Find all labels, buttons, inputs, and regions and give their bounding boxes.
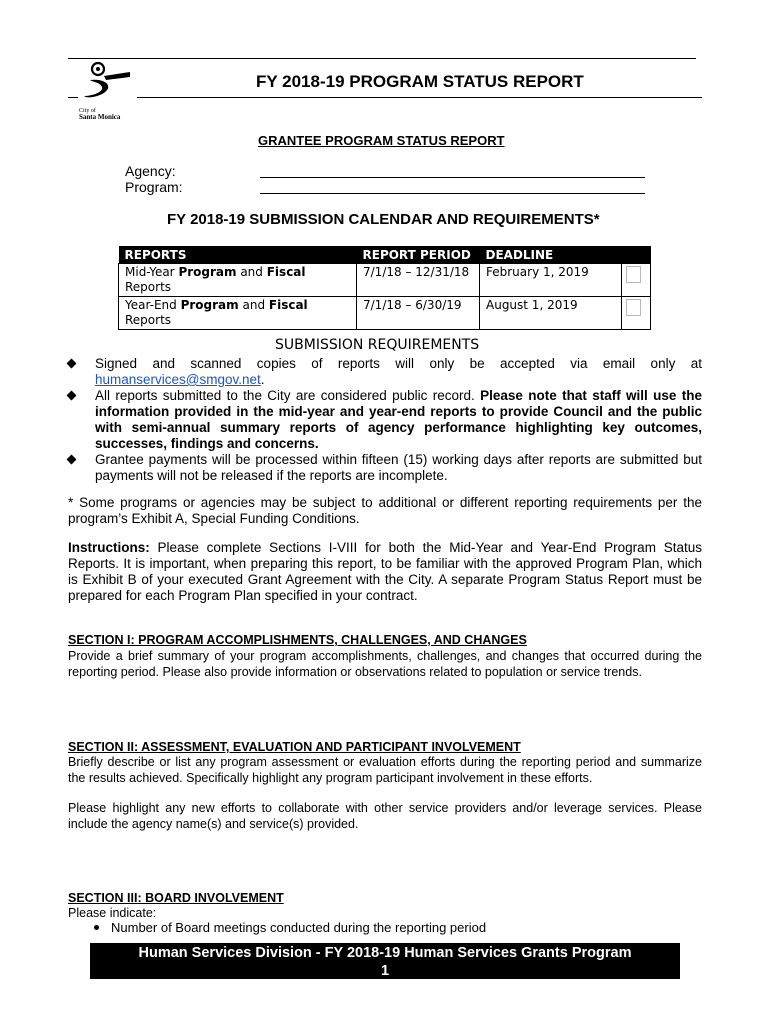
report-text: Mid-Year	[125, 265, 179, 279]
email-link[interactable]: humanservices@smgov.net	[95, 372, 261, 387]
requirements-title: SUBMISSION REQUIREMENTS	[275, 337, 480, 353]
year-end-checkbox[interactable]	[626, 299, 641, 316]
table-row	[119, 297, 651, 330]
table-row	[119, 264, 651, 297]
footer-title: Human Services Division - FY 2018-19 Human Services Grants Program	[138, 945, 632, 961]
col-reports: REPORTS	[119, 246, 357, 264]
table-header-row	[119, 246, 651, 264]
diamond-bullet-icon	[67, 359, 77, 369]
section-3-intro: Please indicate:	[68, 906, 157, 920]
section-2-heading: SECTION II: ASSESSMENT, EVALUATION AND PARTICIPANT INVOLVEMENT	[68, 740, 521, 754]
agency-label: Agency:	[125, 163, 176, 179]
report-text: Year-End	[125, 298, 181, 312]
check-cell	[622, 297, 651, 330]
bullet-text: Grantee payments will be processed within fifteen (15) working days after reports are submitted but payments will not be released if the reports are incomplete.	[95, 452, 702, 483]
list-item	[68, 388, 702, 452]
section-3-heading: SECTION III: BOARD INVOLVEMENT	[68, 891, 284, 905]
agency-field[interactable]	[260, 177, 645, 178]
report-bold: Fiscal	[266, 265, 306, 279]
bullet-bold-text: Please note that staff will use the information provided in the mid-year and year-end reports to provide Council and the public with semi-annual summary reports of agency performance highlighting key outcomes, successes, findings and concerns.	[95, 388, 702, 451]
diamond-bullet-icon	[67, 455, 77, 465]
report-bold: Program	[180, 298, 239, 312]
report-period-cell: 7/1/18 – 12/31/18	[357, 264, 480, 297]
program-label: Program:	[125, 179, 183, 195]
logo-text	[79, 108, 120, 121]
col-report-period: REPORT PERIOD	[357, 246, 480, 264]
check-cell	[622, 264, 651, 297]
col-deadline: DEADLINE	[480, 246, 622, 264]
report-text: Reports	[125, 280, 172, 294]
instructions-label: Instructions:	[68, 540, 150, 555]
submission-calendar-table	[118, 246, 651, 330]
instructions	[68, 540, 702, 604]
header-bottom-rule	[137, 97, 702, 98]
footnote: * Some programs or agencies may be subject to additional or different reporting requirements per the program’s Exhibit A, Special Funding Conditions.	[68, 495, 702, 526]
section-3-item	[94, 920, 486, 935]
bullet-text: All reports submitted to the City are considered public record.	[95, 388, 481, 403]
report-text: Reports	[125, 313, 172, 327]
deadline-cell: February 1, 2019	[480, 264, 622, 297]
deadline-cell: August 1, 2019	[480, 297, 622, 330]
section-2-text: Briefly describe or list any program assessment or evaluation efforts during the reporting period and summarize the results achieved. Specifically highlight any program participant involvement in these efforts.	[68, 755, 702, 785]
requirements-list	[68, 356, 702, 484]
report-subtitle: GRANTEE PROGRAM STATUS REPORT	[258, 133, 505, 148]
section-1-heading: SECTION I: PROGRAM ACCOMPLISHMENTS, CHALLENGES, AND CHANGES	[68, 633, 527, 647]
col-check	[622, 246, 651, 264]
calendar-title: FY 2018-19 SUBMISSION CALENDAR AND REQUIREMENTS*	[167, 211, 600, 228]
report-bold: Program	[178, 265, 237, 279]
logo-city-of: City of	[79, 108, 96, 114]
section-2-text-2: Please highlight any new efforts to collaborate with other service providers and/or leverage services. Please include the agency name(s) and service(s) provided.	[68, 801, 702, 831]
report-bold: Fiscal	[268, 298, 308, 312]
page-number: 1	[380, 963, 390, 979]
list-item	[68, 356, 702, 388]
bullet-text: .	[260, 372, 265, 387]
santa-monica-logo	[78, 60, 134, 108]
page-footer	[90, 943, 680, 979]
logo-santa-monica: Santa Monica	[79, 113, 121, 121]
page-title: FY 2018-19 PROGRAM STATUS REPORT	[256, 72, 584, 91]
section-1-text: Provide a brief summary of your program accomplishments, challenges, and changes that occurred during the reporting period. Please also provide information or observations related to population or service trends.	[68, 649, 702, 679]
list-item	[68, 452, 702, 484]
report-name-cell	[119, 297, 357, 330]
bullet-text: Signed and scanned copies of reports will only be accepted via email only at	[95, 356, 702, 371]
report-text: and	[236, 265, 267, 279]
report-period-cell: 7/1/18 – 6/30/19	[357, 297, 480, 330]
mid-year-checkbox[interactable]	[626, 266, 641, 283]
report-name-cell	[119, 264, 357, 297]
report-text: and	[238, 298, 269, 312]
diamond-bullet-icon	[67, 391, 77, 401]
bullet-dot-icon	[94, 925, 99, 930]
header-left-rule	[68, 97, 78, 98]
item-text: Number of Board meetings conducted during the reporting period	[111, 920, 487, 935]
instructions-text: Please complete Sections I-VIII for both the Mid-Year and Year-End Program Status Reports. It is important, when preparing this report, to be familiar with the approved Program Plan, which is Exhibit B of your executed Grant Agreement with the City. A separate Program Status Report must be prepared for each Program Plan specified in your contract.	[68, 540, 702, 603]
program-field[interactable]	[260, 193, 645, 194]
header-top-rule	[68, 58, 696, 59]
